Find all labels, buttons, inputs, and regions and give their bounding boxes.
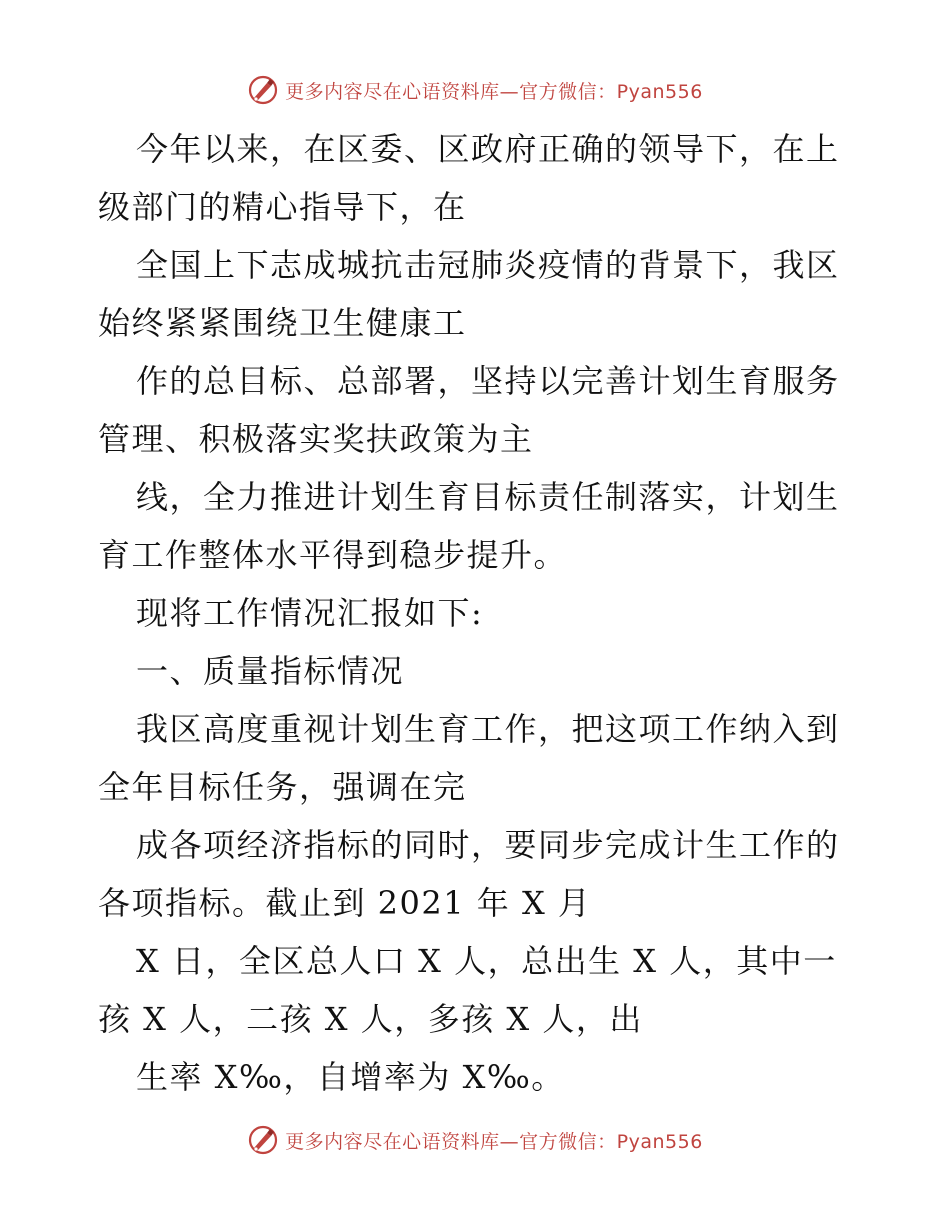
watermark-text: 更多内容尽在心语资料库—官方微信：Pyan556 [285, 80, 703, 103]
body-line: 成各项经济指标的同时，要同步完成计生工作的 [136, 826, 840, 864]
body-line: 生率 X‰，自增率为 X‰。 [136, 1058, 565, 1096]
body-line: 全年目标任务，强调在完 [98, 768, 467, 806]
body-line: X 日，全区总人口 X 人，总出生 X 人，其中一 [136, 942, 837, 980]
section-heading: 一、质量指标情况 [136, 652, 405, 690]
body-line: 孩 X 人，二孩 X 人，多孩 X 人，出 [98, 1000, 643, 1038]
body-line: 育工作整体水平得到稳步提升。 [98, 536, 568, 574]
pen-logo-icon [247, 74, 279, 106]
body-line: 各项指标。截止到 2021 年 X 月 [98, 884, 592, 922]
body-line: 始终紧紧围绕卫生健康工 [98, 304, 467, 342]
document-body [98, 120, 858, 1106]
body-line: 线，全力推进计划生育目标责任制落实，计划生 [136, 478, 840, 516]
body-line: 级部门的精心指导下，在 [98, 188, 467, 226]
body-line: 作的总目标、总部署，坚持以完善计划生育服务 [136, 362, 840, 400]
watermark-footer [0, 1122, 950, 1158]
body-line: 今年以来，在区委、区政府正确的领导下，在上 [136, 130, 840, 168]
body-line: 管理、积极落实奖扶政策为主 [98, 420, 534, 458]
pen-logo-icon [247, 1124, 279, 1156]
body-line: 现将工作情况汇报如下: [136, 594, 484, 632]
body-line: 我区高度重视计划生育工作，把这项工作纳入到 [136, 710, 840, 748]
watermark-header [0, 72, 950, 108]
watermark-text: 更多内容尽在心语资料库—官方微信：Pyan556 [285, 1130, 703, 1153]
body-line: 全国上下志成城抗击冠肺炎疫情的背景下，我区 [136, 246, 840, 284]
